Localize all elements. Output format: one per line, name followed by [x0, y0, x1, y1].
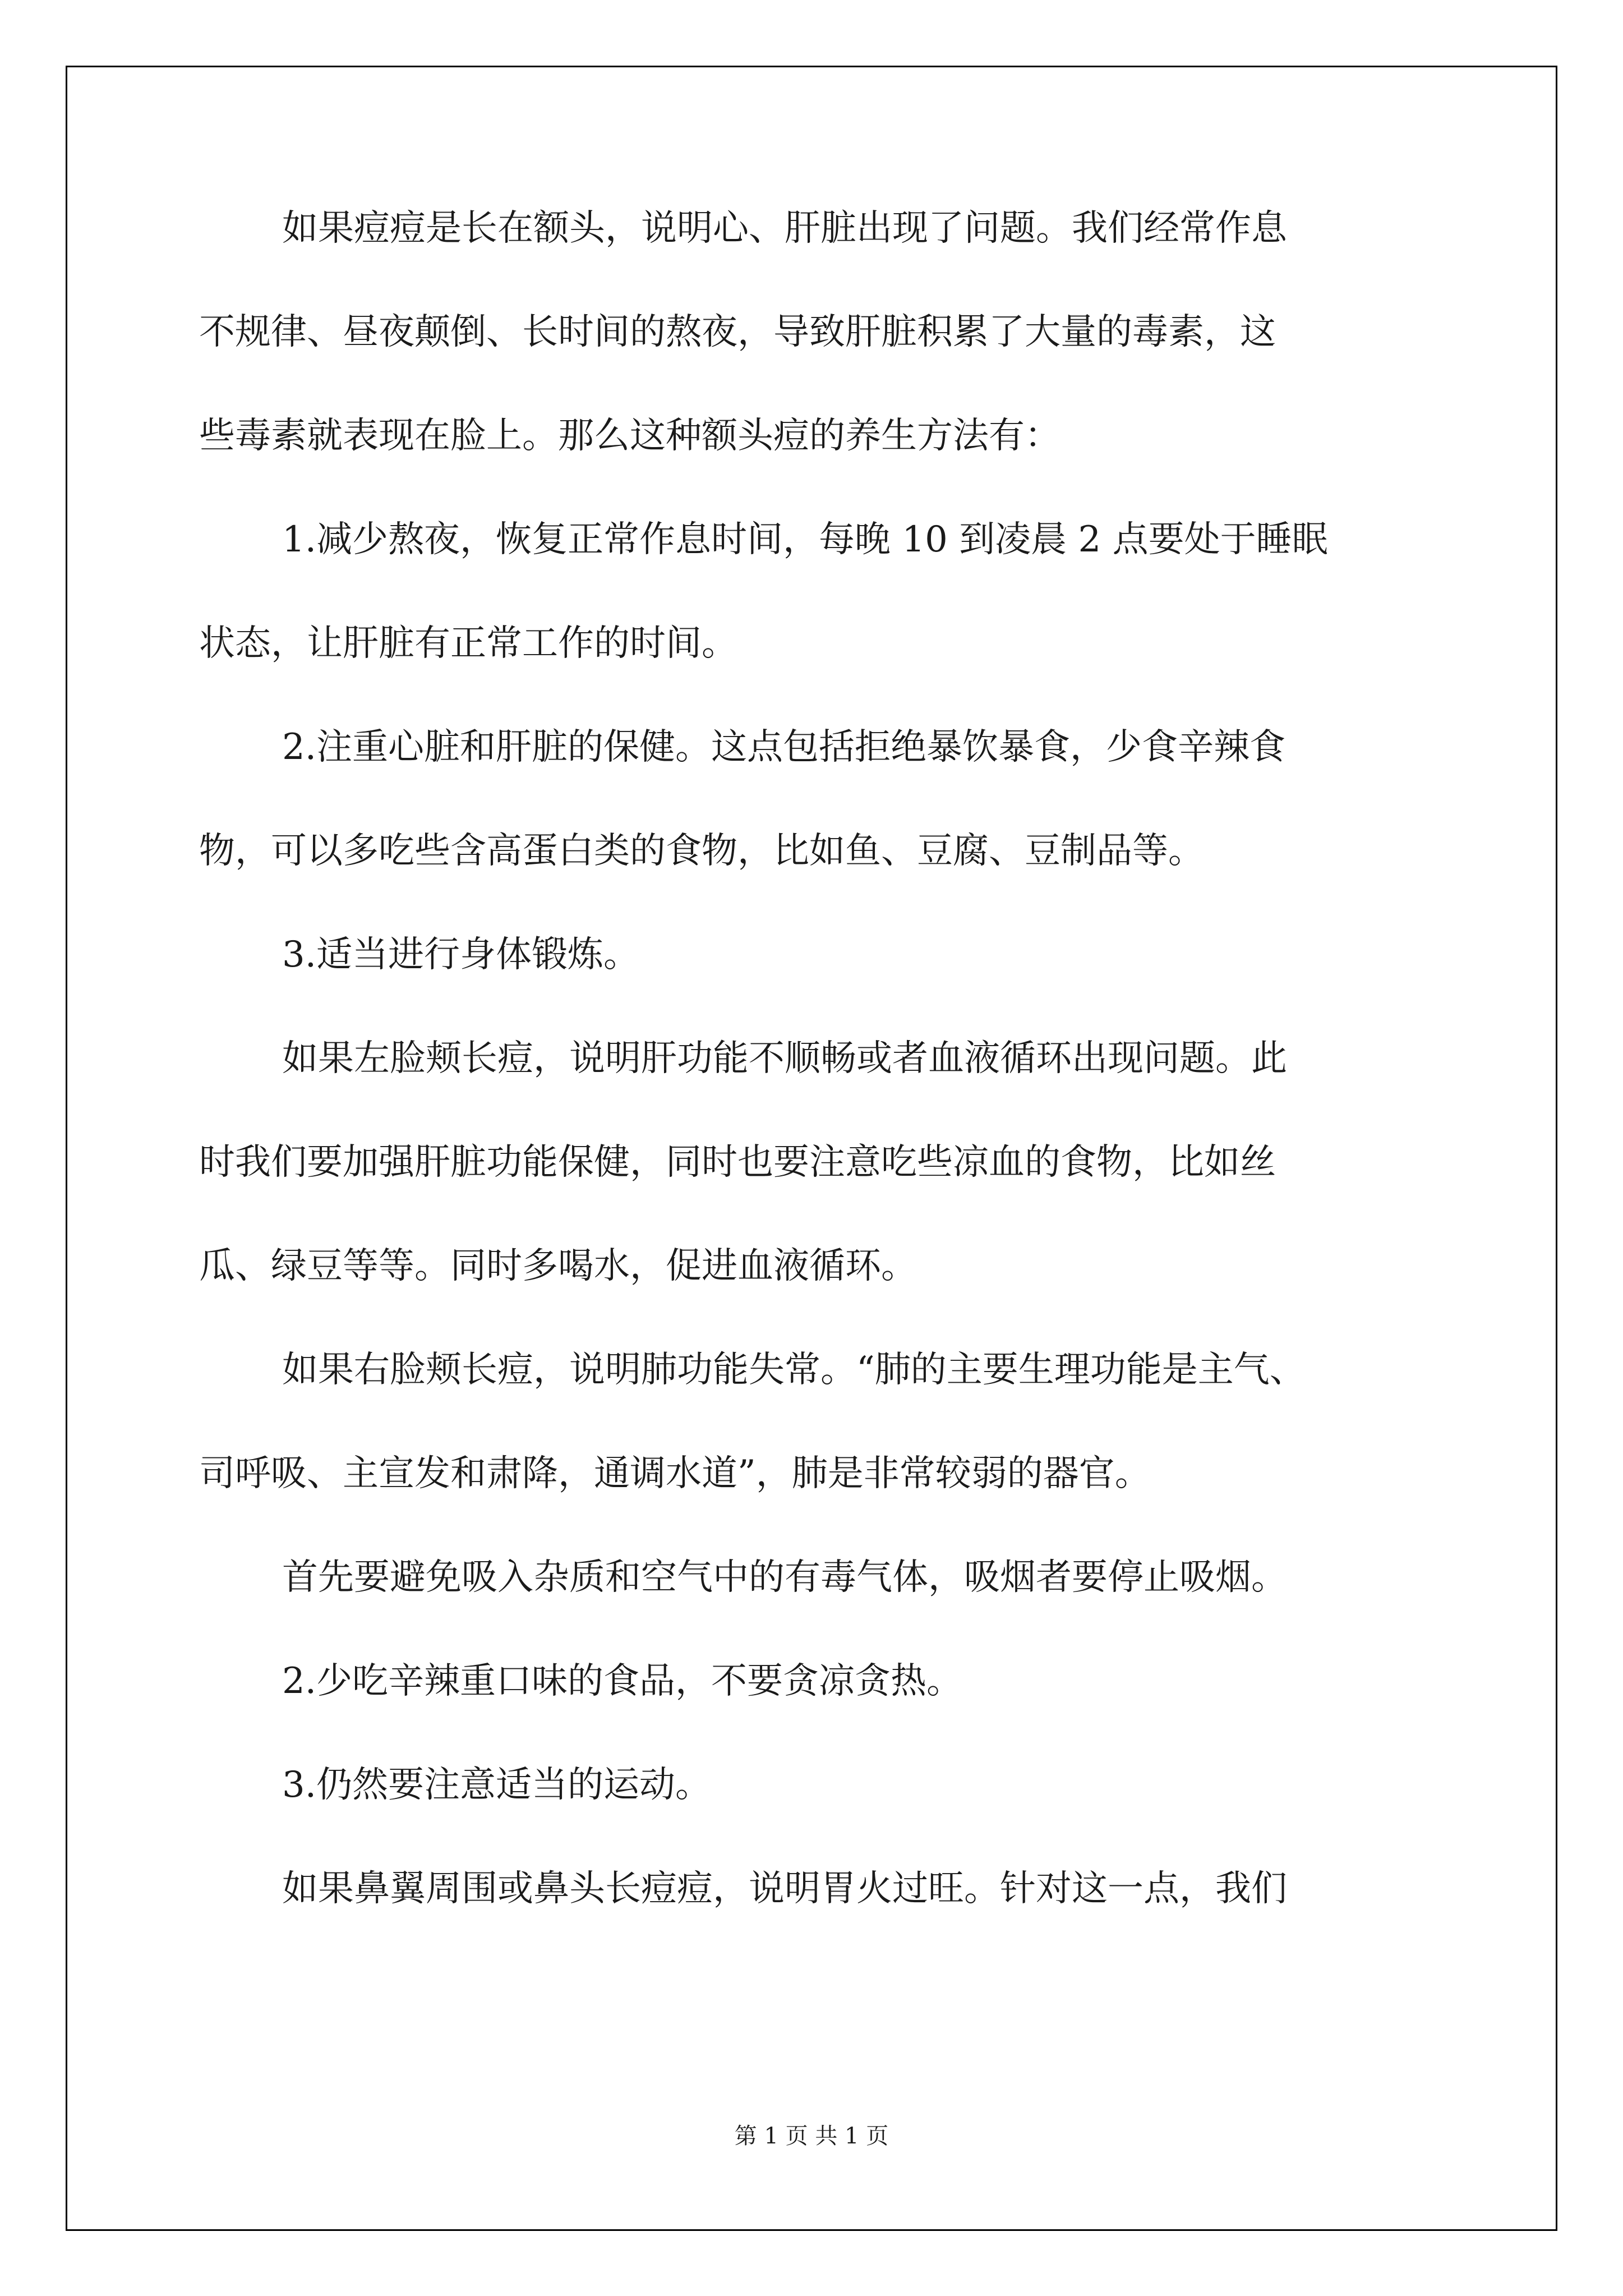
paragraph-line: 物，可以多吃些含高蛋白类的食物，比如鱼、豆腐、豆制品等。 [199, 830, 1204, 872]
paragraph-line: 时我们要加强肝脏功能保健，同时也要注意吃些凉血的食物，比如丝 [199, 1142, 1276, 1183]
paragraph-line: 2.注重心脏和肝脏的保健。这点包括拒绝暴饮暴食，少食辛辣食 [282, 726, 1286, 768]
paragraph-line: 瓜、绿豆等等。同时多喝水，促进血液循环。 [199, 1245, 917, 1287]
paragraph-line: 如果痘痘是长在额头，说明心、肝脏出现了问题。我们经常作息 [282, 208, 1287, 249]
paragraph-line: 状态，让肝脏有正常工作的时间。 [199, 623, 737, 664]
paragraph-line: 不规律、昼夜颠倒、长时间的熬夜，导致肝脏积累了大量的毒素，这 [199, 311, 1276, 353]
paragraph-line: 首先要避免吸入杂质和空气中的有毒气体，吸烟者要停止吸烟。 [282, 1557, 1287, 1598]
paragraph-line: 如果右脸颊长痘，说明肺功能失常。“肺的主要生理功能是主气、 [282, 1349, 1306, 1391]
paragraph-line: 3.仍然要注意适当的运动。 [282, 1764, 712, 1806]
paragraph-line: 如果左脸颊长痘，说明肝功能不顺畅或者血液循环出现问题。此 [282, 1038, 1287, 1079]
paragraph-line: 3.适当进行身体锻炼。 [282, 934, 640, 976]
page-number-footer: 第 1 页 共 1 页 [734, 2123, 889, 2149]
paragraph-line: 如果鼻翼周围或鼻头长痘痘，说明胃火过旺。针对这一点，我们 [282, 1868, 1287, 1910]
paragraph-line: 2.少吃辛辣重口味的食品，不要贪凉贪热。 [282, 1660, 963, 1702]
paragraph-line: 些毒素就表现在脸上。那么这种额头痘的养生方法有： [199, 415, 1061, 457]
paragraph-line: 1.减少熬夜，恢复正常作息时间，每晚 10 到凌晨 2 点要处于睡眠 [282, 519, 1328, 560]
paragraph-line: 司呼吸、主宣发和肃降，通调水道”，肺是非常较弱的器官。 [199, 1453, 1151, 1494]
